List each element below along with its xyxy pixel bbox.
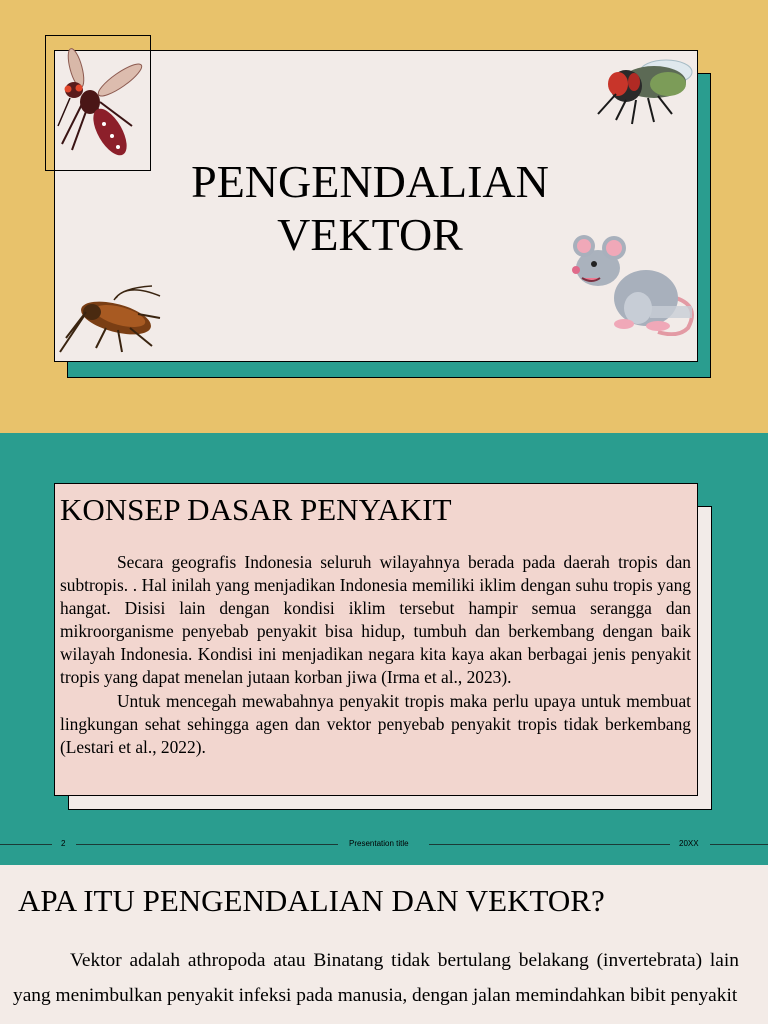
footer-date: 20XX [679,839,699,848]
slide-footer [0,838,768,850]
cockroach-image [56,278,166,356]
footer-title: Presentation title [349,839,409,848]
footer-divider [76,844,338,845]
body-paragraph: Untuk mencegah mewabahnya penyakit tropis maka perlu upaya untuk membuat lingkungan sehat sehingga agen dan vektor penyebab penyakit tropis tidak berkembang (Lestari et al., 2022). [60,690,691,757]
slide-heading: APA ITU PENGENDALIAN DAN VEKTOR? [18,883,605,918]
presentation-title [54,155,686,261]
title-line-2: VEKTOR [277,209,463,260]
title-line-1: PENGENDALIAN [191,156,549,207]
body-paragraph: Vektor adalah athropoda atau Binatang tidak bertulang belakang (invertebrata) lain yang menimbulkan penyakit infeksi pada manusia, dengan jalan memindahkan bibit penyakit [13,950,739,1006]
footer-page-number: 2 [61,839,66,848]
footer-divider [0,844,52,845]
title-slide [0,0,768,433]
footer-divider [710,844,768,845]
slide-body [60,551,691,759]
footer-divider [429,844,670,845]
housefly-image [596,54,700,128]
content-card [54,483,698,796]
concept-slide [0,433,768,865]
mosquito-image [52,46,144,162]
definition-slide [0,865,768,1024]
slide-heading: KONSEP DASAR PENYAKIT [60,492,452,527]
body-paragraph: Secara geografis Indonesia seluruh wilayahnya berada pada daerah tropis dan subtropis. . Hal inilah yang menjadikan Indonesia memiliki iklim dengan suhu tropis yang hangat. Disisi lain dengan kondisi iklim tersebut hampir semua serangga dan mikroorganisme penyebab penyakit bisa hidup, tumbuh dan berkembang dengan baik wilayah Indonesia. Kondisi ini menjadikan negara kita kaya akan berbagai jenis penyakit tropis yang dapat menelan jutaan korban jiwa (Irma et al., 2023). [60,552,691,688]
slide-body [13,943,739,1013]
